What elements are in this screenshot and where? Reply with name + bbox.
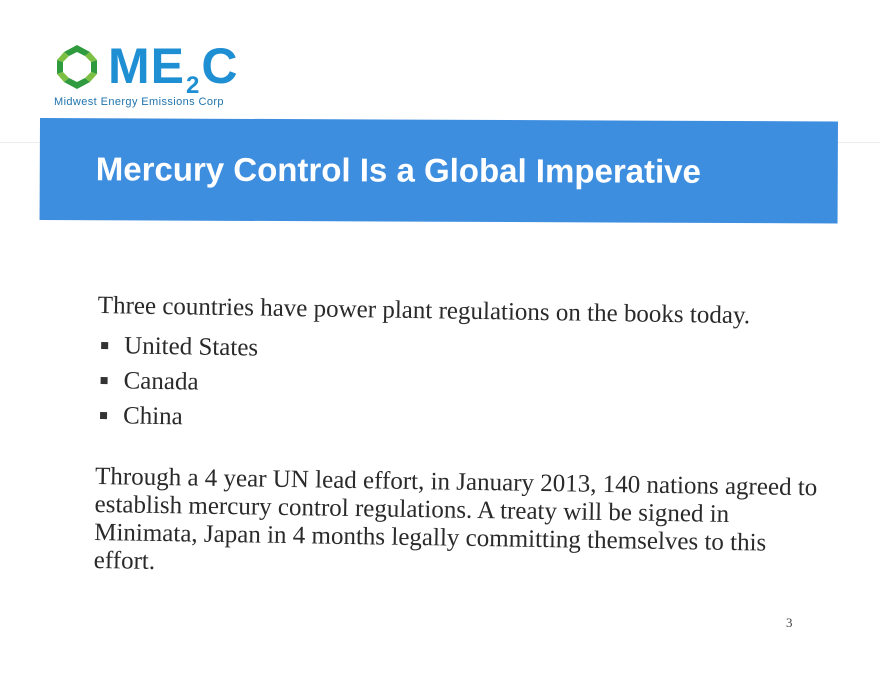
logo-wordmark-prefix: ME — [108, 38, 185, 94]
page-number: 3 — [786, 615, 793, 630]
intro-text: Three countries have power plant regulations on the books today. — [97, 292, 751, 330]
logo-wordmark-subscript: 2 — [186, 72, 201, 99]
country-list — [96, 328, 828, 444]
treaty-paragraph: Through a 4 year UN lead effort, in January 2013, 140 nations agreed to establish mercury control regulations. A treaty will be signed in Minimata, Japan in 4 months legally committing themselves to this effort. — [93, 462, 818, 575]
logo-tagline: Midwest Energy Emissions Corp — [54, 96, 224, 108]
bullet-square-icon — [101, 377, 108, 384]
title-banner — [40, 118, 838, 223]
logo-wordmark-suffix: C — [201, 38, 239, 94]
list-item-label: Canada — [123, 366, 199, 396]
slide-content — [94, 292, 828, 586]
list-item-label: United States — [123, 331, 259, 362]
slide-title: Mercury Control Is a Global Imperative — [95, 150, 702, 190]
company-logo — [52, 38, 282, 118]
list-item-label: China — [122, 401, 183, 430]
bullet-square-icon — [101, 342, 108, 349]
green-arrows-circle-icon — [52, 42, 102, 92]
bullet-square-icon — [100, 412, 107, 419]
